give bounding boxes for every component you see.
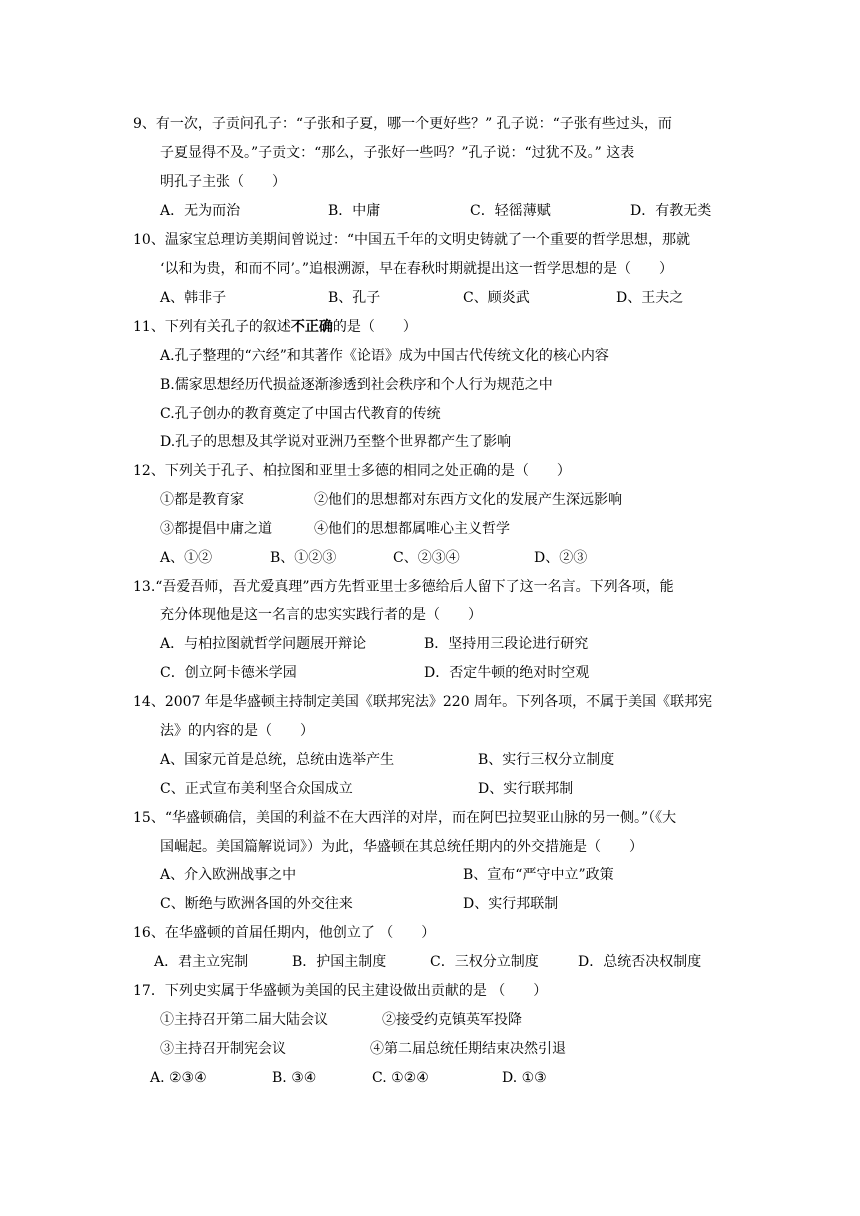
q16-stem: 16、在华盛顿的首届任期内，他创立了 （ ） xyxy=(133,925,436,941)
q17-option-b: B. ③④ xyxy=(272,1070,317,1086)
q12-option-d: D、②③ xyxy=(534,550,588,566)
q15-options-row-1 xyxy=(160,865,660,885)
q12-item-1: ①都是教育家 xyxy=(160,492,244,508)
q9-options xyxy=(160,201,720,221)
q12-stem: 12、下列关于孔子、柏拉图和亚里士多德的相同之处正确的是（ ） xyxy=(133,463,571,479)
q11-option-b: B.儒家思想经历代损益逐渐渗透到社会秩序和个人行为规范之中 xyxy=(160,377,553,393)
q14-option-d: D、实行联邦制 xyxy=(478,781,574,797)
q16-option-c: C．三权分立制度 xyxy=(430,954,539,970)
q15-stem-line-2: 国崛起。美国篇解说词》）为此，华盛顿在其总统任期内的外交措施是（ ） xyxy=(160,839,643,855)
q15-option-d: D、实行邦联制 xyxy=(463,896,559,912)
q12-items-row-1 xyxy=(160,490,680,510)
q17-option-d: D. ①③ xyxy=(502,1070,547,1086)
q11-stem xyxy=(133,317,417,337)
q12-options xyxy=(160,548,640,568)
q13-option-d: D．否定牛顿的绝对时空观 xyxy=(424,665,590,681)
q12-option-c: C、②③④ xyxy=(393,550,460,566)
q12-items-row-2 xyxy=(160,519,680,539)
q14-options-row-1 xyxy=(160,750,640,770)
q17-items-row-1 xyxy=(160,1010,640,1030)
q17-item-4: ④第二届总统任期结束决然引退 xyxy=(370,1041,566,1057)
q9-option-b: B．中庸 xyxy=(328,203,381,219)
q12-item-2: ②他们的思想都对东西方文化的发展产生深远影响 xyxy=(314,492,622,508)
q10-option-b: B、孔子 xyxy=(328,290,381,306)
q13-stem-line-2: 充分体现他是这一名言的忠实实践行者的是（ ） xyxy=(160,607,482,623)
q10-option-d: D、王夫之 xyxy=(616,290,684,306)
q16-option-a: A．君主立宪制 xyxy=(154,954,249,970)
q16-option-d: D．总统否决权制度 xyxy=(578,954,702,970)
q11-option-c: C.孔子创办的教育奠定了中国古代教育的传统 xyxy=(160,406,441,422)
q15-option-c: C、断绝与欧洲各国的外交往来 xyxy=(160,896,353,912)
q14-options-row-2 xyxy=(160,779,640,799)
q9-option-a: A．无为而治 xyxy=(160,203,241,219)
q14-option-b: B、实行三权分立制度 xyxy=(478,752,615,768)
q15-options-row-2 xyxy=(160,894,660,914)
q11-option-d: D.孔子的思想及其学说对亚洲乃至整个世界都产生了影响 xyxy=(160,434,512,450)
q12-item-3: ③都提倡中庸之道 xyxy=(160,521,272,537)
q9-option-d: D．有教无类 xyxy=(630,203,712,219)
q10-options xyxy=(160,288,720,308)
q16-option-b: B．护国主制度 xyxy=(292,954,387,970)
q9-stem-line-1: 9、有一次，子贡问孔子：“子张和子夏，哪一个更好些？” 孔子说：“子张有些过头，而 xyxy=(133,116,672,132)
q13-stem-line-1: 13.“吾爱吾师，吾尤爱真理”西方先哲亚里士多德给后人留下了这一名言。下列各项，能 xyxy=(133,579,674,595)
q17-item-3: ③主持召开制宪会议 xyxy=(160,1041,286,1057)
q10-option-a: A、韩非子 xyxy=(160,290,227,306)
q11-stem-post: 的是（ ） xyxy=(332,319,417,335)
q17-options xyxy=(150,1068,590,1088)
q11-stem-pre: 11、下列有关孔子的叙述 xyxy=(133,319,291,335)
q9-stem-line-2: 子夏显得不及。”子贡文：“那么，子张好一些吗？”孔子说：“过犹不及。” 这表 xyxy=(160,145,635,161)
q17-option-c: C. ①②④ xyxy=(372,1070,429,1086)
q13-options-row-1 xyxy=(160,634,640,654)
q14-option-a: A、国家元首是总统，总统由选举产生 xyxy=(160,752,395,768)
q9-option-c: C．轻徭薄赋 xyxy=(470,203,551,219)
q17-stem: 17．下列史实属于华盛顿为美国的民主建设做出贡献的是 （ ） xyxy=(133,983,548,999)
q15-stem-line-1: 15、“华盛顿确信，美国的利益不在大西洋的对岸，而在阿巴拉契亚山脉的另一侧。”（《大 xyxy=(133,810,677,826)
q16-options xyxy=(154,952,724,972)
q12-option-a: A、①② xyxy=(160,550,213,566)
q14-stem-line-2: 法》的内容的是（ ） xyxy=(160,723,314,739)
q17-option-a: A. ②③④ xyxy=(150,1070,207,1086)
q15-option-b: B、宣布“严守中立”政策 xyxy=(463,867,614,883)
q13-options-row-2 xyxy=(160,663,640,683)
q17-item-2: ②接受约克镇英军投降 xyxy=(382,1012,522,1028)
q12-item-4: ④他们的思想都属唯心主义哲学 xyxy=(314,521,510,537)
q14-option-c: C、正式宣布美利坚合众国成立 xyxy=(160,781,353,797)
q10-option-c: C、顾炎武 xyxy=(463,290,530,306)
q10-stem-line-2: ‘以和为贵，和而不同’。”追根溯源，早在春秋时期就提出这一哲学思想的是（ ） xyxy=(160,261,674,277)
q12-option-b: B、①②③ xyxy=(270,550,337,566)
q17-item-1: ①主持召开第二届大陆会议 xyxy=(160,1012,328,1028)
q13-option-c: C．创立阿卡德米学园 xyxy=(160,665,297,681)
q13-option-a: A．与柏拉图就哲学问题展开辩论 xyxy=(160,636,367,652)
q9-stem-line-3: 明孔子主张（ ） xyxy=(160,174,286,190)
q11-stem-emphasis: 不正确 xyxy=(290,319,333,335)
q15-option-a: A、介入欧洲战事之中 xyxy=(160,867,297,883)
q14-stem-line-1: 14、2007 年是华盛顿主持制定美国《联邦宪法》220 周年。下列各项，不属于美国《联邦宪 xyxy=(133,694,713,710)
q13-option-b: B．坚持用三段论进行研究 xyxy=(424,636,589,652)
q11-option-a: A.孔子整理的“六经”和其著作《论语》成为中国古代传统文化的核心内容 xyxy=(160,348,609,364)
q10-stem-line-1: 10、温家宝总理访美期间曾说过：“中国五千年的文明史铸就了一个重要的哲学思想，那就 xyxy=(133,232,690,248)
q17-items-row-2 xyxy=(160,1039,640,1059)
